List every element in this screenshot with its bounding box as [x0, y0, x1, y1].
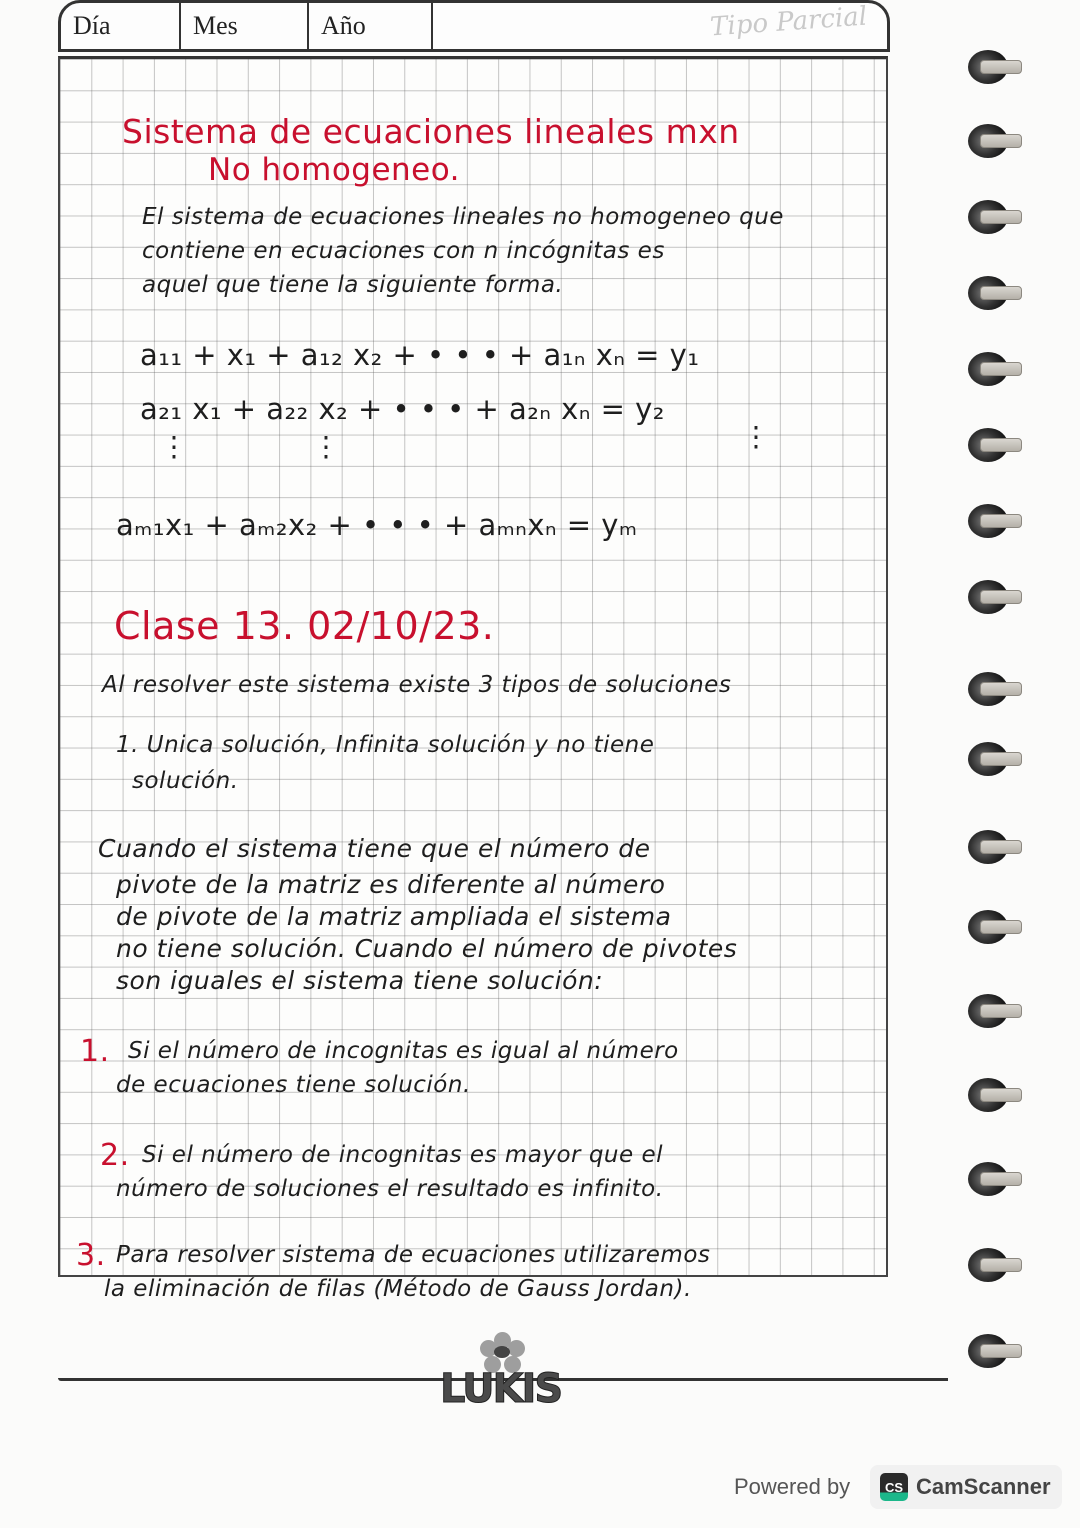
ano-label: Año	[321, 11, 366, 40]
item-2-line-2: número de soluciones el resultado es infinito.	[116, 1176, 664, 1202]
types-intro: Al resolver este sistema existe 3 tipos de soluciones	[102, 672, 732, 698]
vdots-left: ⋮	[160, 430, 188, 463]
item-2-line-1: Si el número de incognitas es mayor que el	[142, 1142, 663, 1168]
clase-heading: Clase 13. 02/10/23.	[114, 604, 495, 648]
ghost-cell	[433, 3, 887, 49]
item-3-line-1: Para resolver sistema de ecuaciones utilizaremos	[116, 1242, 711, 1268]
intro-line-3: aquel que tiene la siguiente forma.	[142, 272, 564, 298]
dia-label: Día	[73, 11, 111, 40]
page-title: Sistema de ecuaciones lineales mxn	[122, 112, 740, 151]
vdots-right: ⋮	[742, 420, 770, 453]
intro-line-1: El sistema de ecuaciones lineales no homogeneo que	[142, 204, 784, 230]
para-line-4: no tiene solución. Cuando el número de pivotes	[116, 934, 738, 963]
powered-by-label: Powered by	[734, 1474, 851, 1499]
intro-line-2: contiene en ecuaciones con n incógnitas es	[142, 238, 665, 264]
types-line-2: solución.	[132, 768, 239, 794]
item-1-number: 1.	[80, 1034, 110, 1069]
equation-row-1: a₁₁ + x₁ + a₁₂ x₂ + • • • + a₁ₙ xₙ = y₁	[140, 338, 700, 372]
para-line-5: son iguales el sistema tiene solución:	[116, 966, 604, 995]
item-1-line-1: Si el número de incognitas es igual al número	[128, 1038, 679, 1064]
mes-label: Mes	[193, 11, 238, 40]
ano-cell	[309, 3, 433, 49]
page-subtitle: No homogeneo.	[208, 152, 461, 188]
item-3-line-2: la eliminación de filas (Método de Gauss Jordan).	[104, 1276, 692, 1302]
item-2-number: 2.	[100, 1138, 130, 1173]
bleed-through-text: Tipo Parcial	[708, 1, 868, 43]
para-line-3: de pivote de la matriz ampliada el sistema	[116, 902, 672, 931]
vdots-middle: ⋮	[312, 430, 340, 463]
item-3-number: 3.	[76, 1238, 106, 1273]
para-line-2: pivote de la matriz es diferente al número	[116, 870, 666, 899]
mes-cell	[181, 3, 309, 49]
dia-cell	[61, 3, 181, 49]
camscanner-icon: CS	[880, 1473, 908, 1501]
notebook-date-header	[58, 0, 890, 52]
types-line-1: 1. Unica solución, Infinita solución y no tiene	[116, 732, 655, 758]
camscanner-label: CamScanner	[916, 1474, 1051, 1499]
lukis-logo	[440, 1330, 562, 1420]
para-line-1: Cuando el sistema tiene que el número de	[98, 834, 651, 863]
equation-row-2: a₂₁ x₁ + a₂₂ x₂ + • • • + a₂ₙ xₙ = y₂	[140, 392, 665, 426]
equation-row-m: aₘ₁x₁ + aₘ₂x₂ + • • • + aₘₙxₙ = yₘ	[116, 508, 638, 542]
item-1-line-2: de ecuaciones tiene solución.	[116, 1072, 471, 1098]
camscanner-badge	[870, 1465, 1062, 1509]
lukis-wordmark: LUKIS	[440, 1366, 562, 1412]
